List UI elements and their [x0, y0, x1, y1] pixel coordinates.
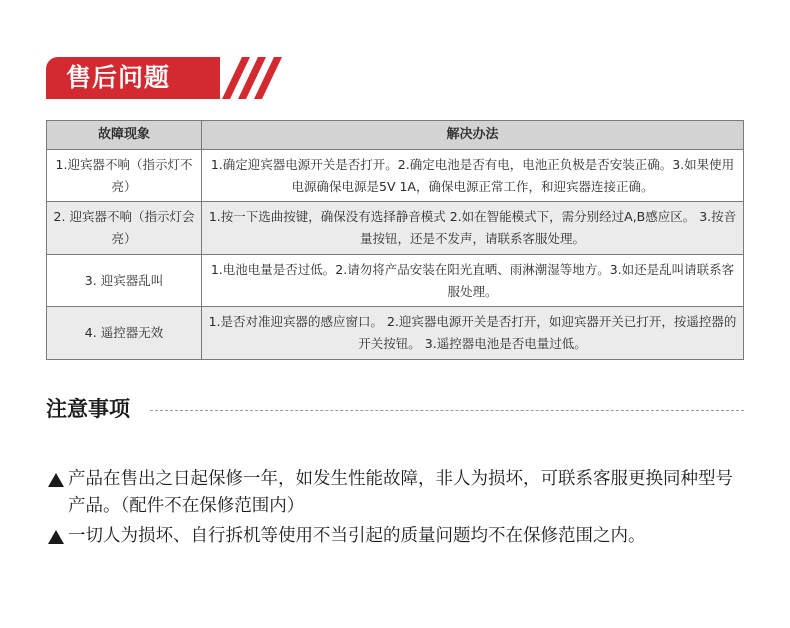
symptom-cell: 4. 遥控器无效 — [47, 307, 202, 360]
header-solution: 解决办法 — [202, 121, 744, 150]
symptom-cell: 1.迎宾器不响（指示灯不亮） — [47, 150, 202, 202]
solution-cell: 1.确定迎宾器电源开关是否打开。2.确定电池是否有电，电池正负极是否安装正确。3.如果使用电源确保电源是5V 1A，确保电源正常工作，和迎宾器连接正确。 — [202, 150, 744, 202]
list-item — [46, 523, 746, 550]
solution-cell: 1.按一下选曲按键，确保没有选择静音模式 2.如在智能模式下，需分别经过A,B感应区。 3.按音量按钮，还是不发声，请联系客服处理。 — [202, 202, 744, 255]
table-row — [47, 307, 744, 360]
table-row — [47, 202, 744, 255]
symptom-cell: 2. 迎宾器不响（指示灯会亮） — [47, 202, 202, 255]
notice-title: 注意事项 — [46, 397, 130, 421]
header-slash-decoration — [214, 57, 284, 99]
table-row — [47, 255, 744, 307]
troubleshooting-table — [46, 120, 744, 360]
solution-cell: 1.电池电量是否过低。2.请勿将产品安装在阳光直晒、雨淋潮湿等地方。3.如还是乱叫请联系客服处理。 — [202, 255, 744, 307]
triangle-icon — [48, 473, 64, 487]
list-item — [46, 466, 746, 520]
section-header-after-sales — [46, 57, 278, 99]
dashed-divider — [150, 410, 744, 411]
notice-text: 一切人为损坏、自行拆机等使用不当引起的质量问题均不在保修范围之内。 — [68, 526, 646, 546]
notice-text: 产品在售出之日起保修一年，如发生性能故障，非人为损坏，可联系客服更换同种型号产品。（配件不在保修范围内） — [68, 469, 733, 516]
header-symptom: 故障现象 — [47, 121, 202, 150]
solution-cell: 1.是否对准迎宾器的感应窗口。 2.迎宾器电源开关是否打开，如迎宾器开关已打开，按遥控器的开关按钮。 3.遥控器电池是否电量过低。 — [202, 307, 744, 360]
table-row — [47, 150, 744, 202]
header-title: 售后问题 — [66, 63, 171, 92]
symptom-cell: 3. 迎宾器乱叫 — [47, 255, 202, 307]
triangle-icon — [48, 530, 64, 544]
notice-list — [46, 466, 746, 550]
table-header-row — [47, 121, 744, 150]
